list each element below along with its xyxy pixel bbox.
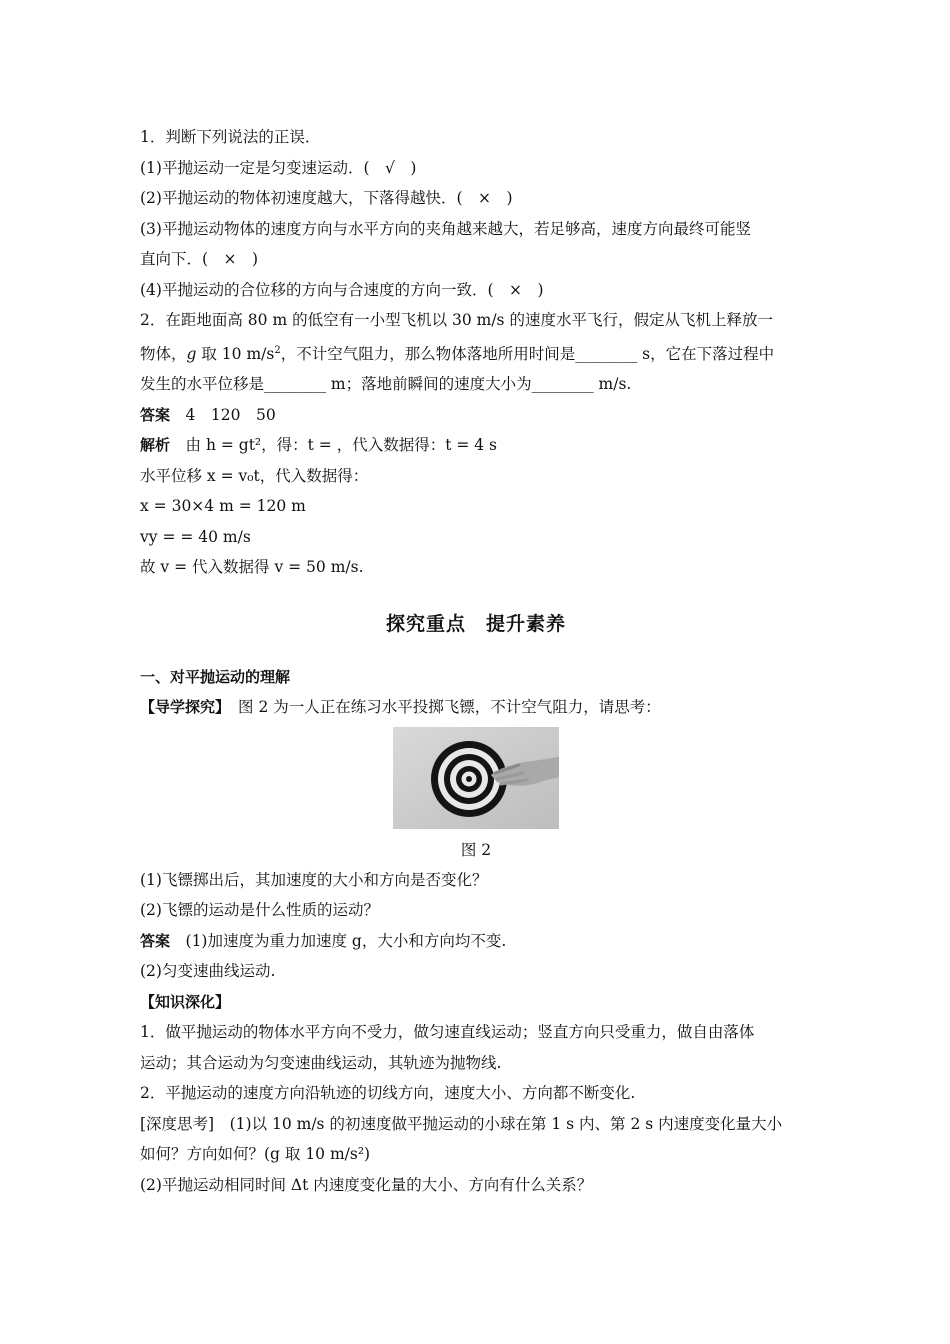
deep-think-1 [140,1109,812,1140]
q1-item-3-cont: 直向下．( × ) [140,250,259,268]
q2-analysis-5: 故 v = 代入数据得 v = 50 m/s. [140,558,364,577]
answer-text: (1)加速度为重力加速度 g，大小和方向均不变. [170,931,507,950]
q2-analysis-2: 水平位移 x = v₀t，代入数据得： [140,466,369,485]
knowledge-point-2: 2．平抛运动的速度方向沿轨迹的切线方向，速度大小、方向都不断变化. [140,1084,636,1103]
q2-text: ，不计空气阻力，那么物体落地所用时间是________ s，它在下落过程中 [280,344,775,363]
q2-exponent: 2 [274,344,281,356]
answer-label: 答案 [140,931,171,950]
deep-think-text: (1)以 10 m/s 的初速度做平抛运动的小球在第 1 s 内、第 2 s 内速度变化量大小 [214,1114,783,1133]
q2-text: 取 10 m/s [196,344,275,363]
guide-label: 【导学探究】 [140,698,223,717]
q1-title: 1．判断下列说法的正误． [140,128,321,146]
section-title: 探究重点 提升素养 [385,612,566,635]
knowledge-point-1b: 运动；其合运动为匀变速曲线运动，其轨迹为抛物线. [140,1053,502,1072]
analysis-text: 由 h = gt²，得：t = ，代入数据得：t = 4 s [170,436,498,455]
q1-item-3: (3)平抛运动物体的速度方向与水平方向的夹角越来越大，若足够高，速度方向最终可能竖 [140,219,751,238]
analysis-label: 解析 [140,436,171,455]
guide-text: 图 2 为一人正在练习水平投掷飞镖，不计空气阻力，请思考： [222,698,661,717]
guide-question-1: (1)飞镖掷出后，其加速度的大小和方向是否变化？ [140,870,488,889]
part1-heading: 一、对平抛运动的理解 [140,667,291,686]
q2-analysis-4: vy = = 40 m/s [140,527,251,546]
document-page [140,122,812,1200]
q2-line-2 [140,336,812,370]
q2-analysis-1 [140,430,812,461]
deep-think-1-cont: 如何？方向如何？(g 取 10 m/s²) [140,1145,371,1164]
q2-var-g: g [186,344,197,363]
dartboard-figure [140,727,812,829]
q2-analysis-3: x = 30×4 m = 120 m [140,497,306,516]
guide-answer-2: (2)匀变速曲线运动. [140,962,276,981]
dartboard-image [393,727,559,829]
q1-item-4: (4)平抛运动的合位移的方向与合速度的方向一致．( × ) [140,280,544,299]
q2-text: 物体， [140,344,187,363]
q2-line-1: 2．在距地面高 80 m 的低空有一小型飞机以 30 m/s 的速度水平飞行，假定从飞机上释放一 [140,311,773,329]
q1-item-2: (2)平抛运动的物体初速度越大，下落得越快．( × ) [140,189,513,207]
guide-paragraph [140,692,812,723]
q2-answer [140,400,812,431]
guide-question-2: (2)飞镖的运动是什么性质的运动？ [140,901,379,920]
answer-values: 4 120 50 [170,405,276,424]
q1-item-1: (1)平抛运动一定是匀变速运动．( √ ) [140,158,417,177]
deep-think-label: [深度思考] [140,1114,215,1133]
guide-answer-1 [140,926,812,957]
answer-label: 答案 [140,405,171,424]
knowledge-point-1a: 1．做平抛运动的物体水平方向不受力，做匀速直线运动；竖直方向只受重力，做自由落体 [140,1023,755,1042]
figure-caption: 图 2 [460,840,492,859]
knowledge-label: 【知识深化】 [140,992,231,1011]
q2-line-3: 发生的水平位移是________ m；落地前瞬间的速度大小为________ m/s. [140,375,632,394]
deep-think-2: (2)平抛运动相同时间 Δt 内速度变化量的大小、方向有什么关系？ [140,1175,593,1194]
